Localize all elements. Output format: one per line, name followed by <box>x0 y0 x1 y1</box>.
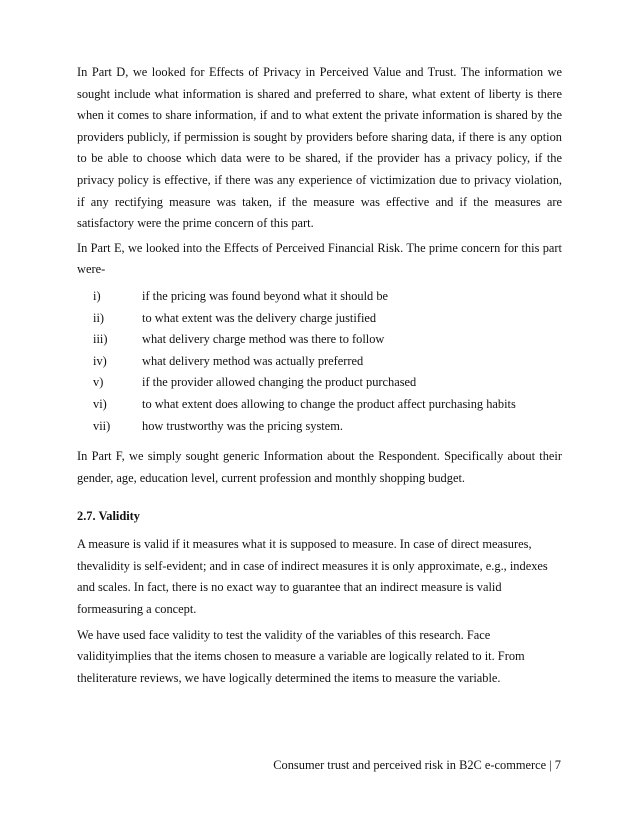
list-item-text: what delivery method was actually preferred <box>142 353 364 368</box>
list-item-number: v) <box>93 375 104 390</box>
list-item-number: iv) <box>93 353 107 368</box>
list-item-text: if the provider allowed changing the product purchased <box>142 375 417 390</box>
list-item-text: to what extent was the delivery charge justified <box>142 310 377 325</box>
part-e-list <box>77 286 562 437</box>
text-line: and scales. In fact, there is no exact way to guarantee that an indirect measure is valid <box>77 580 502 595</box>
text-line: A measure is valid if it measures what it is supposed to measure. In case of direct measures, <box>77 537 532 552</box>
document-page <box>77 62 562 689</box>
list-item-number: vi) <box>93 396 107 411</box>
paragraph-part-e: In Part E, we looked into the Effects of Perceived Financial Risk. The prime concern for this part were- <box>77 240 562 277</box>
section-heading-validity: 2.7. Validity <box>77 509 141 524</box>
list-item-text: if the pricing was found beyond what it should be <box>142 288 389 303</box>
list-item-number: vii) <box>93 418 111 433</box>
list-item-text: to what extent does allowing to change the product affect purchasing habits <box>142 396 516 411</box>
list-item <box>77 329 562 351</box>
list-item-number: i) <box>93 288 101 303</box>
list-item-number: ii) <box>93 310 105 325</box>
list-item <box>77 416 562 438</box>
text-line: We have used face validity to test the validity of the variables of this research. Face <box>77 627 491 642</box>
list-item-text: how trustworthy was the pricing system. <box>142 418 343 433</box>
paragraph-face-validity <box>77 625 562 690</box>
text-line: validityimplies that the items chosen to measure a variable are logically related to it. From <box>77 649 525 664</box>
paragraph-part-d: In Part D, we looked for Effects of Privacy in Perceived Value and Trust. The information we sought include what information is shared and preferred to share, what extent of liberty is there when it comes to share information, if and to what extent the private information is shared by the providers publicly, if permission is sought by providers before sharing data, if there is any option to be able to choose which data were to be shared, if the provider has a privacy policy, if the privacy policy is effective, if there was any experience of victimization due to privacy violation, if any rectifying measure was taken, if the measure was effective and if the measures are satisfactory were the prime concern of this part. <box>77 65 562 231</box>
page-footer: Consumer trust and perceived risk in B2C e-commerce | 7 <box>273 758 561 772</box>
list-item-number: iii) <box>93 332 108 347</box>
list-item-text: what delivery charge method was there to follow <box>142 332 385 347</box>
text-line: formeasuring a concept. <box>77 602 197 617</box>
list-item <box>77 394 562 416</box>
paragraph-part-f: In Part F, we simply sought generic Information about the Respondent. Specifically about their gender, age, education level, current profession and monthly shopping budget. <box>77 449 562 485</box>
list-item <box>77 286 562 308</box>
list-item <box>77 372 562 394</box>
list-item <box>77 351 562 373</box>
text-line: thevalidity is self-evident; and in case of indirect measures it is only approximate, e.g., indexes <box>77 558 548 573</box>
paragraph-validity-definition <box>77 534 562 620</box>
text-line: theliterature reviews, we have logically determined the items to measure the variable. <box>77 670 501 685</box>
list-item <box>77 308 562 330</box>
